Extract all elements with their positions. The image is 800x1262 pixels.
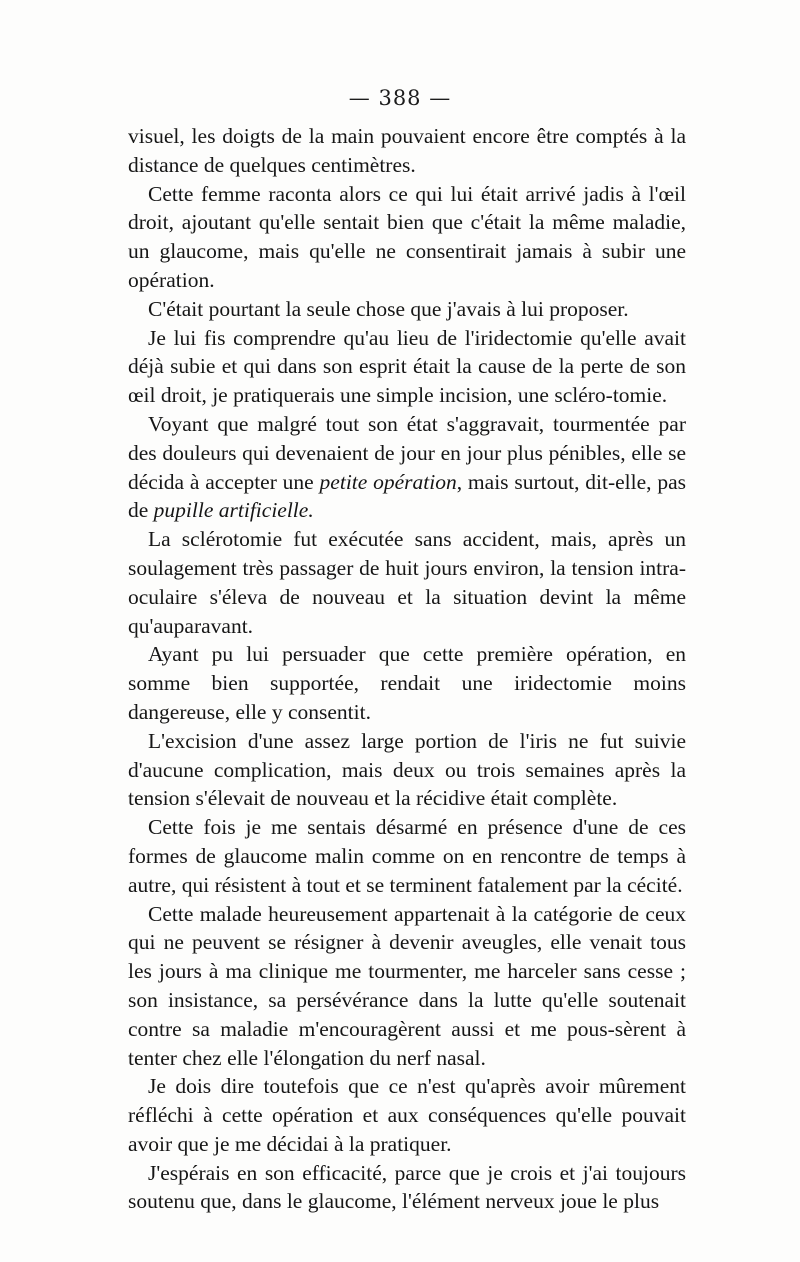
text-run: C'était pourtant la seule chose que j'avais à lui proposer. [148,296,629,321]
text-run: Cette femme raconta alors ce qui lui était arrivé jadis à l'œil droit, ajoutant qu'elle sentait bien que c'était la même maladie, un glaucome, mais qu'elle ne consentirait jamais à subir une opération. [128,181,686,292]
body-text [128,122,686,1216]
paragraph [128,410,686,525]
text-run: Voyant que malgré tout son état s'aggravait, tourmentée par des douleurs qui devenaient de jour en jour plus pénibles, elle se décida à accepter une [128,411,686,494]
paragraph [128,324,686,410]
text-run: Je dois dire toutefois que ce n'est qu'après avoir mûrement réfléchi à cette opération et aux conséquences qu'elle pouvait avoir que je me décidai à la pratiquer. [128,1074,686,1156]
paragraph [128,813,686,899]
text-run: visuel, les doigts de la main pouvaient encore être comptés à la distance de quelques centimètres. [128,124,686,177]
italic-text: petite opération [319,469,457,494]
text-run: La sclérotomie fut exécutée sans accident, mais, après un soulagement très passager de huit jours environ, la tension intra-oculaire s'éleva de nouveau et la situation devint la même qu'auparavant. [128,527,686,638]
text-run: Ayant pu lui persuader que cette première opération, en somme bien supportée, rendait une iridectomie moins dangereuse, elle y consentit. [128,642,686,724]
paragraph [128,122,686,180]
text-run: , mais surtout, dit-elle, pas de [128,469,686,523]
italic-text: pupille artificielle. [153,498,314,523]
paragraph [128,295,686,324]
text-run: L'excision d'une assez large portion de l'iris ne fut suivie d'aucune complication, mais deux ou trois semaines après la tension s'élevait de nouveau et la récidive était complète. [128,728,686,811]
paragraph [128,525,686,640]
text-run: Cette malade heureusement appartenait à la catégorie de ceux qui ne peuvent se résigner à devenir aveugles, elle venait tous les jours à ma clinique me tourmenter, me harceler sans cesse ; son insistance, sa persévérance dans la lutte qu'elle soutenait contre sa maladie m'encouragèrent aussi et me pous-sèrent à tenter chez elle l'élongation du nerf nasal. [128,901,686,1070]
text-run: Cette fois je me sentais désarmé en présence d'une de ces formes de glaucome malin comme on en rencontre de temps à autre, qui résistent à tout et se terminent fatalement par la cécité. [128,815,686,897]
paragraph [128,1159,686,1217]
paragraph [128,900,686,1073]
paragraph [128,727,686,813]
paragraph [128,640,686,726]
paragraph [128,180,686,295]
paragraph [128,1072,686,1158]
page-number: — 388 — [348,86,452,110]
text-run: Je lui fis comprendre qu'au lieu de l'iridectomie qu'elle avait déjà subie et qui dans son esprit était la cause de la perte de son œil droit, je pratiquerais une simple incision, une scléro-tomie. [128,325,686,408]
text-run: J'espérais en son efficacité, parce que je crois et j'ai toujours soutenu que, dans le glaucome, l'élément nerveux joue le plus [128,1160,686,1214]
